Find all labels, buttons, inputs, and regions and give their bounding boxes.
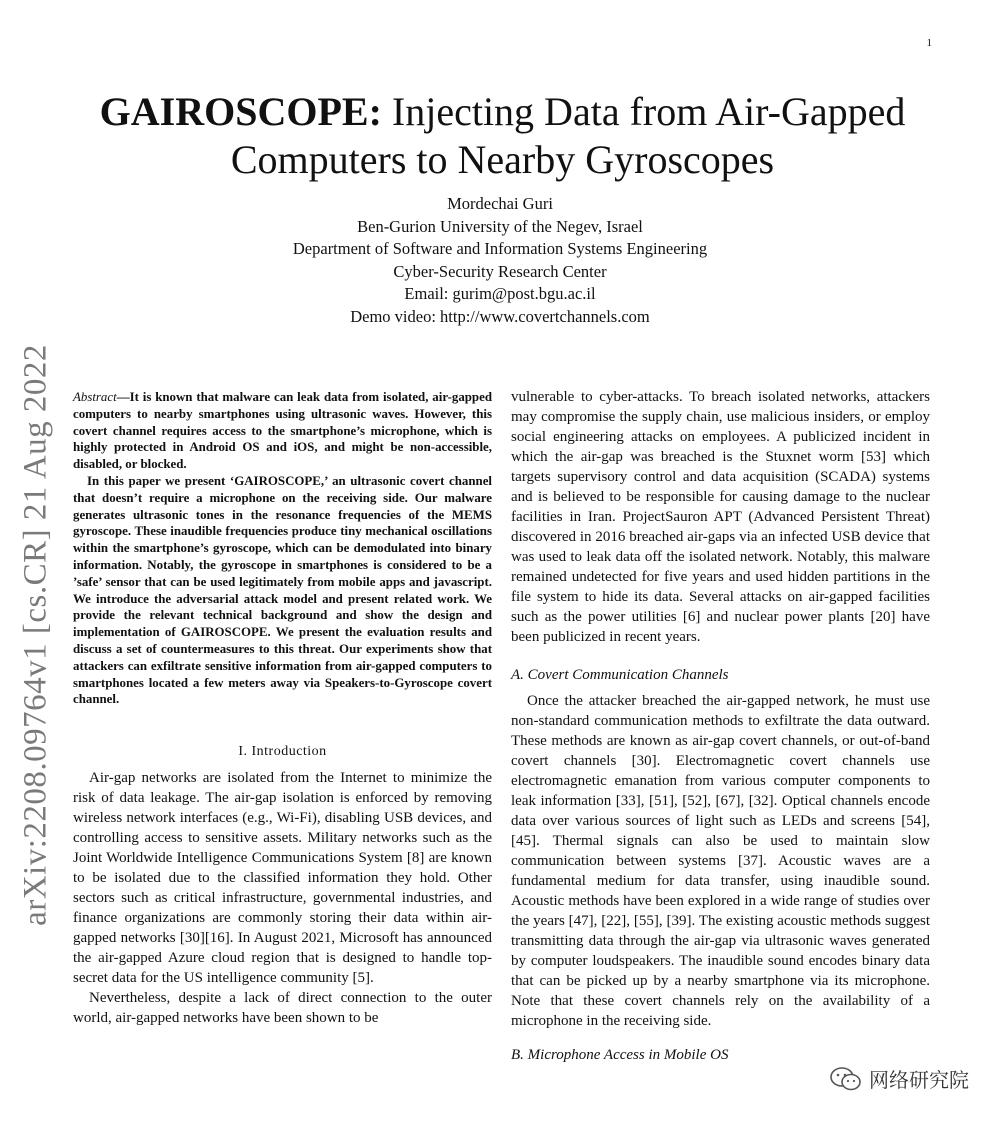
wechat-icon	[829, 1066, 863, 1092]
demo-video-link[interactable]: Demo video: http://www.covertchannels.com	[350, 306, 650, 326]
subsection-a-heading: A. Covert Communication Channels	[511, 667, 729, 683]
introduction-section	[73, 742, 492, 1028]
right-column	[511, 387, 930, 1065]
abstract-text-1: —It is known that malware can leak data from isolated, air-gapped computers to nearby smartphones using ultrasonic waves. However, this covert channel requires access to the smartphone’s microphone, which is highly protected in Android OS and iOS, and might be non-accessible, disabled, or blocked.	[73, 390, 492, 472]
author-block	[150, 193, 850, 328]
paper-title	[60, 88, 945, 184]
arxiv-identifier-text: arXiv:2208.09764v1 [cs.CR] 21 Aug 2022	[17, 344, 54, 926]
abstract-paragraph-1	[73, 389, 492, 473]
author-university: Ben-Gurion University of the Negev, Israel	[357, 216, 643, 236]
abstract-label: Abstract	[73, 390, 117, 404]
intro-paragraph-1: Air-gap networks are isolated from the Internet to minimize the risk of data leakage. The air-gap isolation is enforced by removing wireless network interfaces (e.g., Wi-Fi), disabling USB devices, and controlling access to sensitive assets. Military networks such as the Joint Worldwide Intelligence Communications System [8] are known to be isolated due to the classified information they hold. Other sectors such as critical infrastructure, governmental industries, and finance organizations are commonly storing their data within air-gapped networks [30][16]. In August 2021, Microsoft has announced the air-gapped Azure cloud region that is designed to handle top-secret data for the US intelligence community [5].	[73, 770, 492, 987]
arxiv-identifier	[14, 340, 58, 930]
introduction-heading: I. Introduction	[238, 744, 327, 760]
title-rest: Injecting Data from Air-Gapped Computers to Nearby Gyroscopes	[230, 89, 906, 182]
intro-paragraph-2: Nevertheless, despite a lack of direct connection to the outer world, air-gapped networks have been shown to be	[73, 990, 492, 1027]
title-acronym: GAIROSCOPE:	[99, 89, 382, 134]
left-column	[73, 389, 492, 1028]
right-paragraph-2: Once the attacker breached the air-gapped network, he must use non-standard communication methods to exfiltrate the data outward. These methods are known as air-gap covert channels, or out-of-band covert channels [30]. Electromagnetic covert channels use electromagnetic emanation from various computer components to leak information [33], [51], [52], [67], [32]. Optical channels encode data over various sources of light such as LEDs and screens [54], [45]. Thermal signals can also be used to maintain slow communication between systems [37]. Acoustic waves are a fundamental medium for data transfer, using inaudible sound. Acoustic methods have been explored in a wide range of studies over the years [47], [22], [55], [39]. The existing acoustic methods suggest transmitting data through the air-gap via ultrasonic waves generated by computer loudspeakers. The inaudible sound encodes binary data that can be picked up by a nearby smartphone via its microphone. Note that these covert channels rely on the availability of a microphone in the receiving side.	[511, 693, 930, 1029]
author-center: Cyber-Security Research Center	[393, 261, 607, 281]
watermark	[825, 1064, 973, 1093]
abstract	[73, 389, 492, 708]
page-number: 1	[926, 37, 932, 49]
abstract-paragraph-2: In this paper we present ‘GAIROSCOPE,’ an ultrasonic covert channel that doesn’t require a microphone on the receiving side. Our malware generates ultrasonic tones in the resonance frequencies of the MEMS gyroscope. These inaudible frequencies produce tiny mechanical oscillations within the smartphone’s gyroscope, which can be demodulated into binary information. Notably, the gyroscope in smartphones is considered to be a ’safe’ sensor that can be used legitimately from mobile apps and javascript. We introduce the adversarial attack model and present related work. We provide the relevant technical background and show the design and implementation of GAIROSCOPE. We present the evaluation results and discuss a set of countermeasures to this threat. Our experiments show that attackers can exfiltrate sensitive information from air-gapped computers to smartphones located a few meters away via Speakers-to-Gyroscope covert channel.	[73, 473, 492, 707]
watermark-text: 网络研究院	[869, 1068, 969, 1092]
right-paragraph-1: vulnerable to cyber-attacks. To breach isolated networks, attackers may compromise the supply chain, use malicious insiders, or employ social engineering attacks on employees. A publicized incident in which the air-gap was breached is the Stuxnet worm [53] which targets supervisory control and data acquisition (SCADA) systems and is believed to be responsible for causing damage to the nuclear facilities in Iran. ProjectSauron APT (Advanced Persistent Threat) discovered in 2016 breached air-gaps via an infected USB device that was used to leak data off the isolated network. Notably, this malware remained undetected for five years and used hidden partitions in the file system to hide its data. Several attacks on air-gapped facilities such as the power utilities [6] and nuclear power plants [20] have been publicized in recent years.	[511, 389, 930, 645]
author-name: Mordechai Guri	[447, 194, 553, 213]
subsection-b-heading: B. Microphone Access in Mobile OS	[511, 1047, 729, 1063]
author-email: Email: gurim@post.bgu.ac.il	[404, 284, 596, 303]
author-department: Department of Software and Information Systems Engineering	[292, 239, 708, 258]
